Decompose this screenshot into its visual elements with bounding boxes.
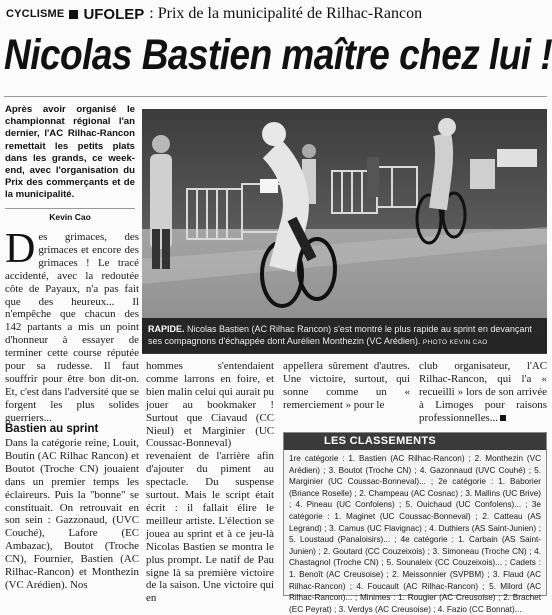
classements-box: [283, 432, 547, 614]
square-bullet-icon: [69, 10, 78, 19]
article-paragraph: hommes s'entendaient comme larrons en foire, et bien malin celui qui aurait pu jouer au bookmaker ! Surtout que Ciavaud (CC Nieul) et Marginier (UC Coussac-Bonneval) revenaient de l'arrière afin d'ajouter du piment au spectacle. Du suspense surtout. Mais le script était écrit : il fallait élire le meilleur artiste. L'élection se jouea au sprint et à ce jeu-là Nicolas Bastien se montra le plus prompt. Le natif de Pau signe là sa première victoire de la saison. Une victoire qui en: [146, 360, 274, 605]
kicker: [6, 5, 422, 23]
race-photo: [142, 109, 547, 353]
drop-cap: D: [5, 226, 36, 272]
article-column-1: [5, 226, 139, 425]
article-subhead: Bastien au sprint: [5, 423, 99, 435]
end-mark-icon: [500, 415, 506, 421]
lead-paragraph: Après avoir organisé le championnat régional l'an dernier, l'AC Rilhac-Rancon remettait les petits plats dans les grands, ce week-end, avec l'organisation du Prix des commerçants et de la municipalité.: [5, 104, 135, 201]
divider: [4, 96, 547, 97]
caption-label: RAPIDE.: [148, 324, 185, 334]
article-paragraph: es grimaces, des grimaces et encore des grimaces ! Le tracé accidenté, avec la redoutée côte de Payaux, n'a pas fait que des heureux... Il n'empêche que chacun des 142 partants a mis un point d'honneur à essayer de terminer cette course réputée pour sa rudesse. Il faut souffrir pour être bon dit-on. Et, c'est dans l'adversité que se forgent les plus solides guerriers...: [5, 231, 139, 424]
organization-label: UFOLEP: [83, 5, 145, 23]
headline: Nicolas Bastien maître chez lui !: [4, 31, 552, 79]
classements-text: 1re catégorie : 1. Bastien (AC Rilhac-Rancon) ; 2. Monthezin (VC Arédien) ; 3. Boutot (Troche CN) ; 4. Gazonnaud (UVC Couhé) ; 5. Marginier (UC Coussac-Bonneval)... ; 2e catégorie : 1. Baborier (Briance Roselle) ; 2. Champeau (AC Cosnac) ; 3. Mallins (UC Brive) ; 4. Pineau (UC Confolens) ; 5. Ouichaud (UC Confolens)... ; 3e catégorie : 1. Maginet (UC Coussac-Bonneval) ; 2. Catteau (AS Legrand) ; 3. Camus (UC Flavignac) ; 4. Duthiers (AS Saint-Junien) ; 5. Loustaud (Panaloisirs)... ; 4e catégorie : 1. Carbain (AS Saint-Junien) ; 2. Goutard (CC Couzeixois) ; 3. Simoneau (Troche CN) ; 4. Chastagnol (Troche CN) ; 5. Sounaleix (CC Couzeixois)... ; Cadets : 1. Benoît (AC Creusoise) ; 2. Meissonnier (SVPBM) ; 3. Flaud (AC Rilhac-Rancon) ; 4. Foucault (AC Rilhac-Rancon) ; 5. Milord (AC Rilhac-Rancon)... ; Minimes : 1. Rougier (AC Creusoise) ; 2. Brachet (EC Peyrat) ; 3. Verdys (AC Creusoise) ; 4. Fazio (CC Bonnat)...: [289, 454, 541, 614]
classements-title: LES CLASSEMENTS: [284, 433, 546, 450]
photo-credit: PHOTO KEVIN CAO: [422, 339, 488, 346]
article-paragraph: Dans la catégorie reine, Louit, Boutin (AC Rilhac Rancon) et Boutot (Troche CN) jouaient dans un premier temps les éclaireurs. Puis la "bonne" se constituait. On retrouvait en son sein : Gazzonaud, (UVC Couché), Lafore (EC Ambazac), Boutot (Troche CN), Fournier, Bastien (AC Rilhac-Rancon) et Monthezin (VC Arédien). Nos: [5, 437, 139, 591]
article-paragraph: appellera sûrement d'autres. Une victoire, surtout, qui sonne comme un « remerciement » pour le: [283, 360, 410, 411]
kicker-subtitle: : Prix de la municipalité de Rilhac-Rancon: [149, 5, 423, 22]
photo-caption: [142, 318, 547, 354]
caption-text: Nicolas Bastien (AC Rilhac Rancon) s'est montré le plus rapide au sprint en devançant ses compagnons d'échappée dont Aurélien Monthezin (VC Arédien).: [148, 324, 532, 346]
article-paragraph: club organisateur, l'AC Rilhac-Rancon, qui l'a « recueilli » lors de son arrivée à Limoges pour raisons professionnelles...: [419, 360, 547, 424]
section-label: CYCLISME: [6, 8, 65, 20]
byline: Kevin Cao: [5, 208, 135, 222]
